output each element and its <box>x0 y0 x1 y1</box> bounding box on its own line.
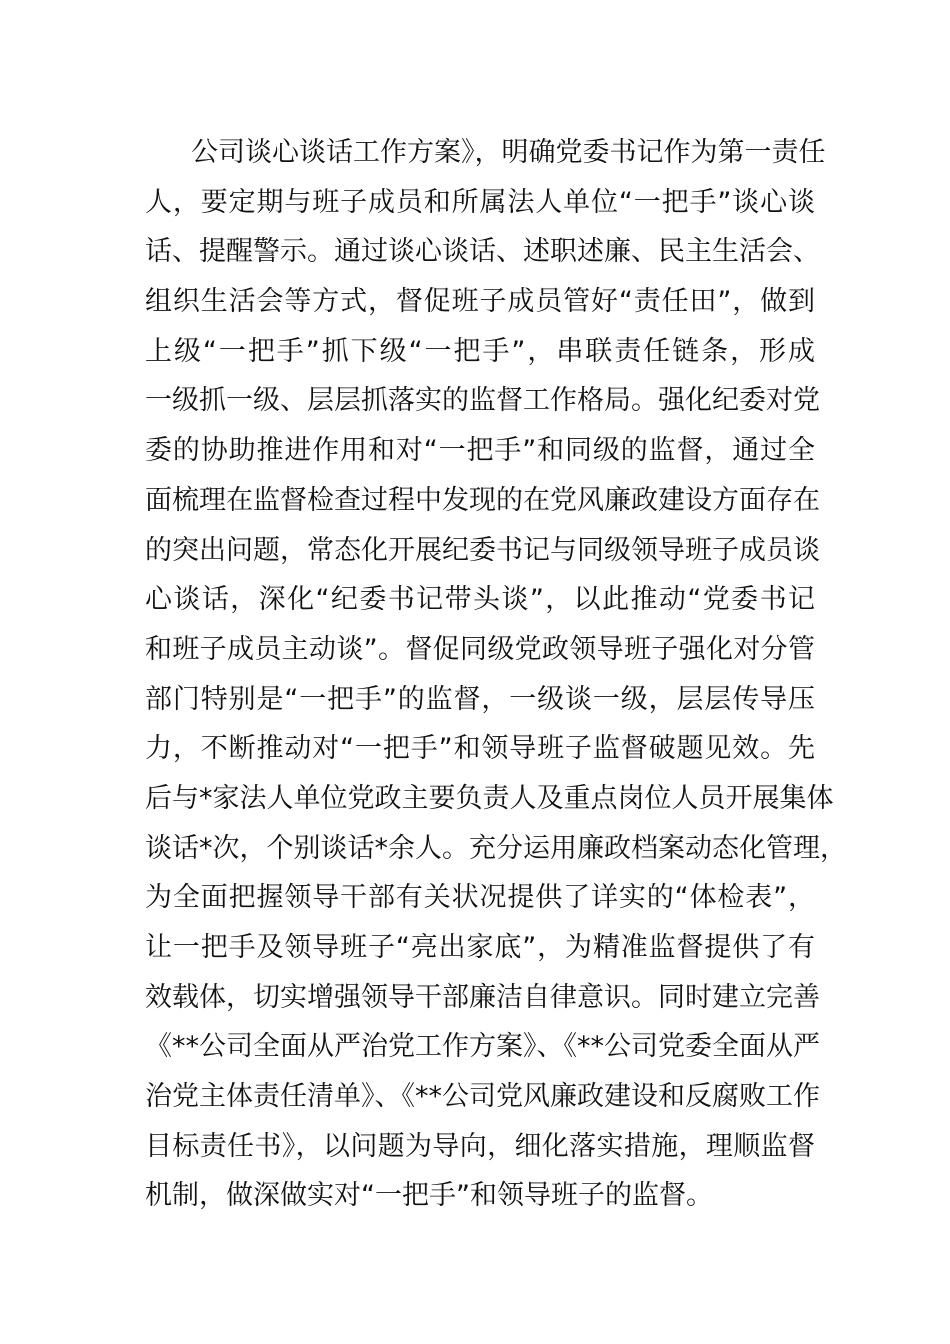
text-line: 力，不断推动对“一把手”和领导班子监督破题见效。先 <box>145 733 815 765</box>
text-line: 话、提醒警示。通过谈心谈话、述职述廉、民主生活会、 <box>145 236 820 268</box>
text-line: 公司谈心谈话工作方案》，明确党委书记作为第一责任 <box>191 137 826 168</box>
text-line: 面梳理在监督检查过程中发现的在党风廉政建设方面存在 <box>145 484 820 516</box>
text-line: 心谈话，深化“纪委书记带头谈”，以此推动“党委书记 <box>145 584 815 616</box>
text-line: 目标责任书》，以问题为导向，细化落实措施，理顺监督 <box>145 1130 815 1162</box>
text-line: 让一把手及领导班子“亮出家底”，为精准监督提供了有 <box>145 932 815 963</box>
text-line: 治党主体责任清单》、《**公司党风廉政建设和反腐败工作 <box>145 1081 820 1113</box>
text-line: 上级“一把手”抓下级“一把手”，串联责任链条，形成 <box>145 335 815 367</box>
text-line: 组织生活会等方式，督促班子成员管好“责任田”，做到 <box>145 286 815 318</box>
text-line: 机制，做深做实对“一把手”和领导班子的监督。 <box>145 1180 713 1212</box>
text-line: 部门特别是“一把手”的监督，一级谈一级，层层传导压 <box>145 683 815 715</box>
text-line: 的突出问题，常态化开展纪委书记与同级领导班子成员谈 <box>145 534 820 566</box>
body-paragraph <box>145 128 847 1221</box>
text-line: 《**公司全面从严治党工作方案》、《**公司党委全面从严 <box>145 1031 820 1063</box>
text-line: 谈话*次，个别谈话*余人。充分运用廉政档案动态化管理， <box>145 832 847 864</box>
text-line: 委的协助推进作用和对“一把手”和同级的监督，通过全 <box>145 435 815 467</box>
text-line: 和班子成员主动谈”。督促同级党政领导班子强化对分管 <box>145 633 815 665</box>
text-line: 后与*家法人单位党政主要负责人及重点岗位人员开展集体 <box>145 782 834 814</box>
text-line: 一级抓一级、层层抓落实的监督工作格局。强化纪委对党 <box>145 385 820 417</box>
text-line: 为全面把握领导干部有关状况提供了详实的“体检表”， <box>145 882 815 914</box>
text-line: 人，要定期与班子成员和所属法人单位“一把手”谈心谈 <box>145 186 815 218</box>
text-line: 效载体，切实增强领导干部廉洁自律意识。同时建立完善 <box>145 981 820 1013</box>
